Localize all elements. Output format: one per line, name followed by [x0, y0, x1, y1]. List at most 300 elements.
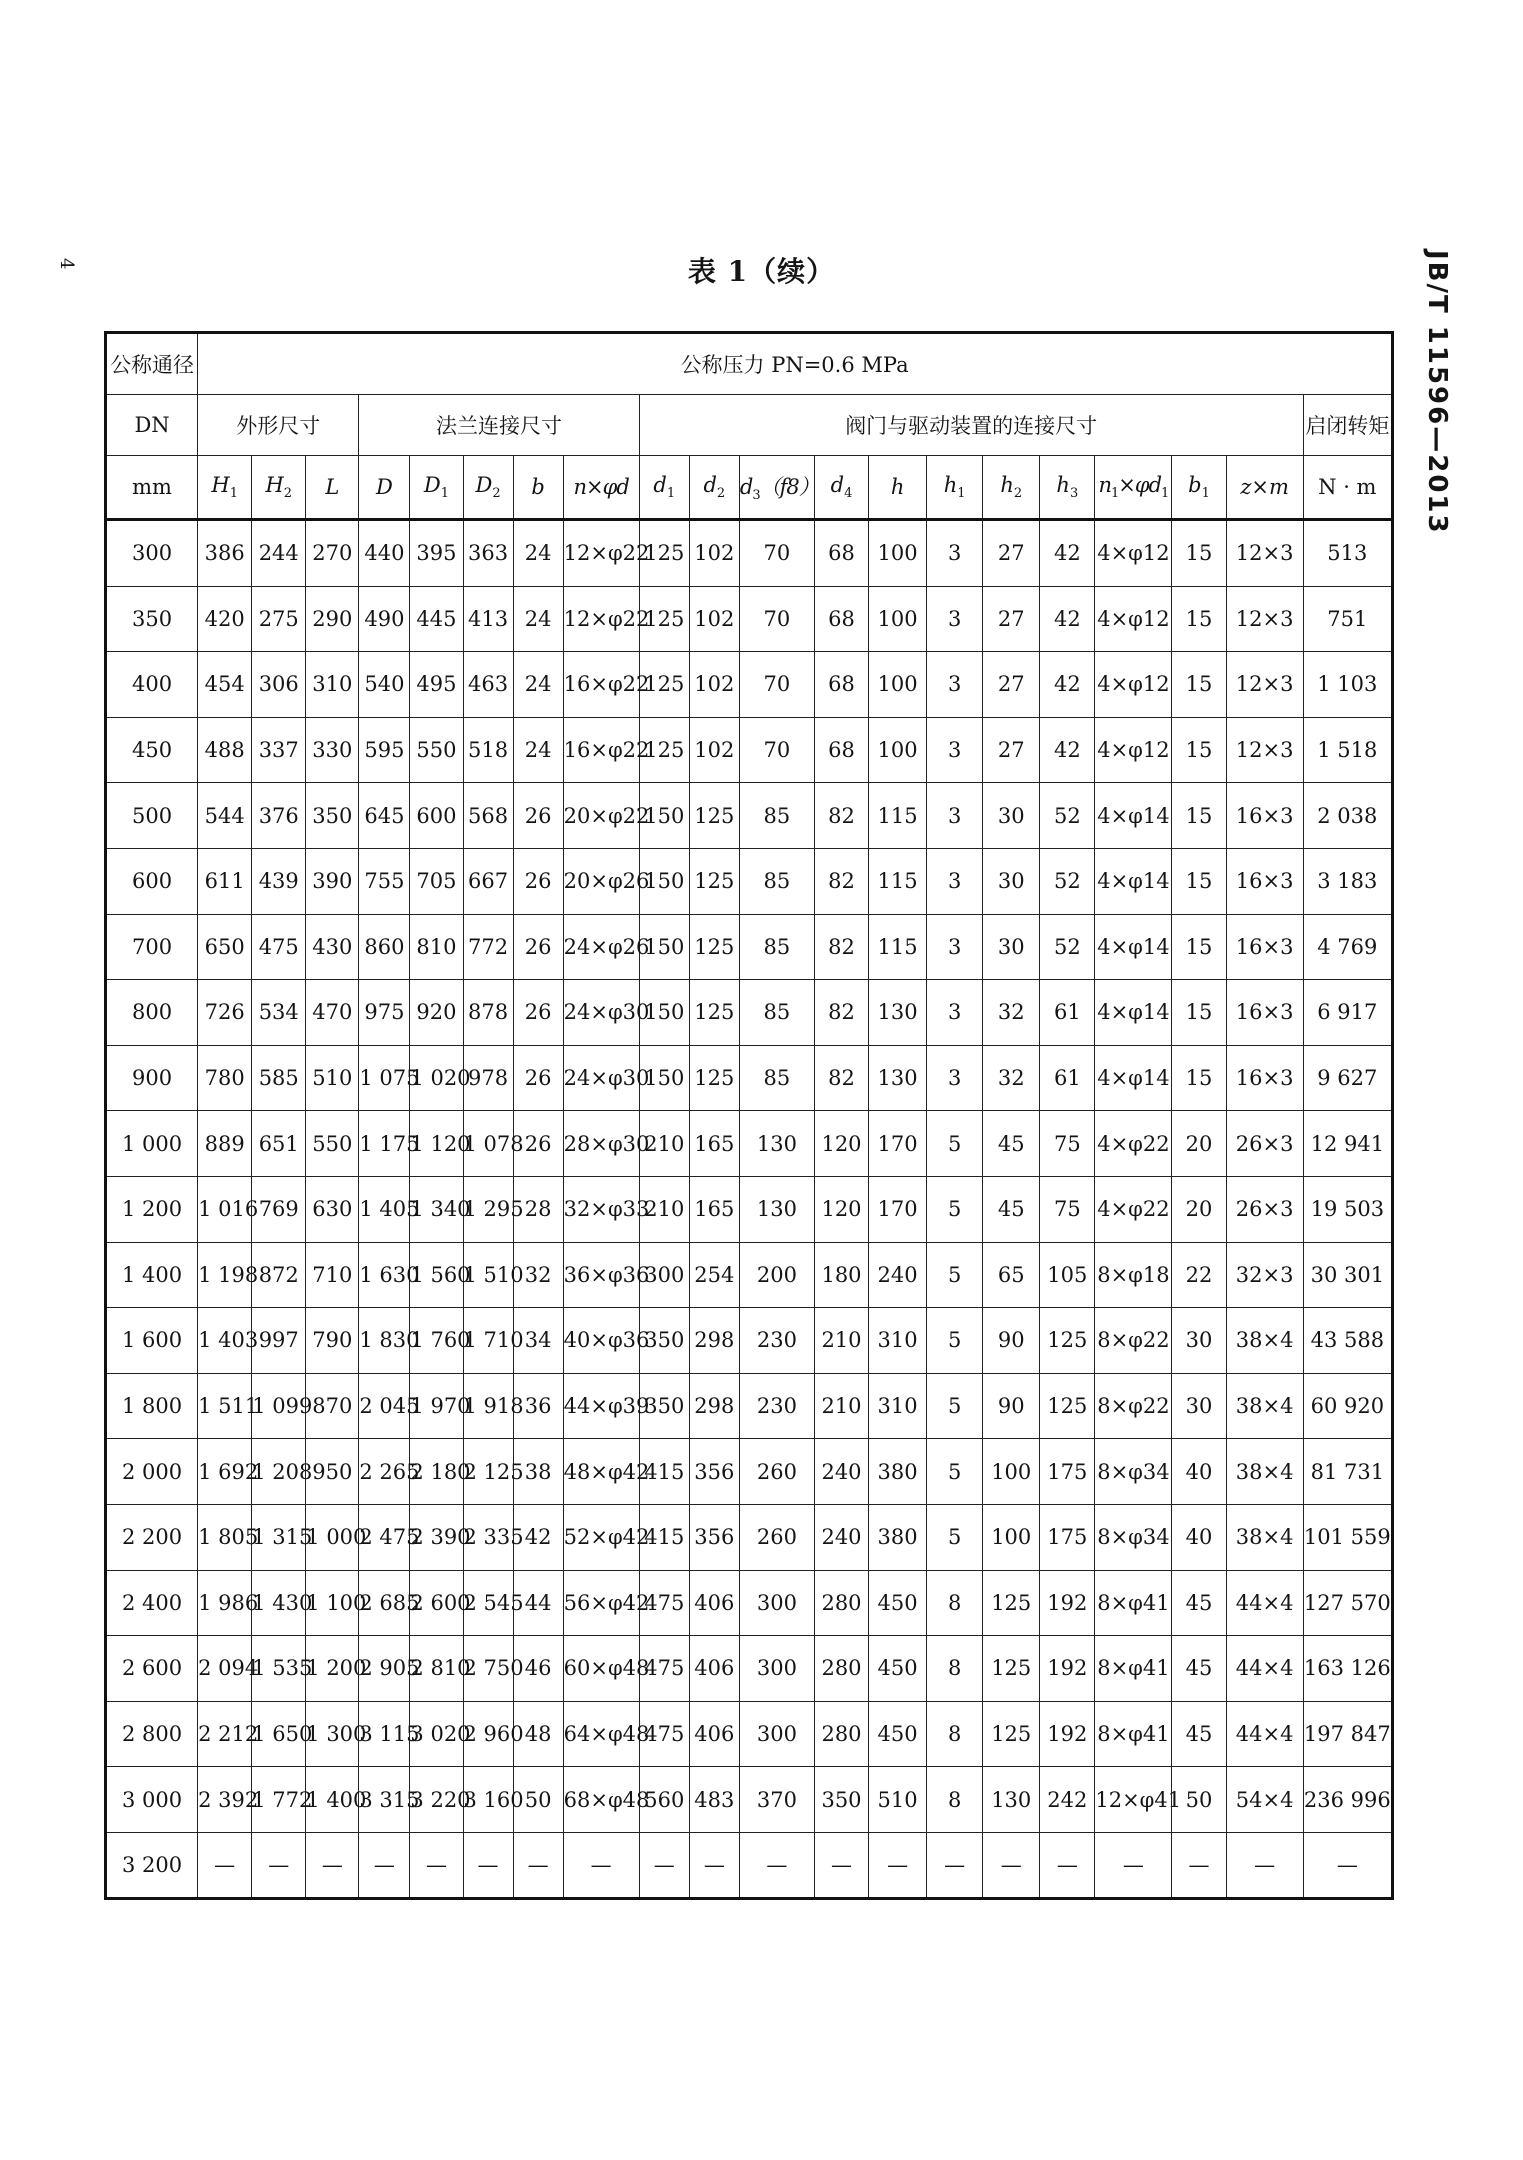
table-cell: 645 [359, 783, 410, 849]
table-cell: — [639, 1832, 689, 1899]
table-row [106, 914, 1393, 980]
table-cell: 1 078 [463, 1111, 513, 1177]
table-cell: 8×φ34 [1095, 1504, 1172, 1570]
table-cell: 42 [1040, 717, 1095, 783]
table-cell: 38×4 [1226, 1504, 1303, 1570]
table-cell: 16×φ22 [563, 652, 639, 718]
table-cell: 2 475 [359, 1504, 410, 1570]
table-cell: 376 [252, 783, 306, 849]
table-cell: 150 [639, 848, 689, 914]
table-cell: 350 [306, 783, 359, 849]
table-cell: 300 [639, 1242, 689, 1308]
table-cell: 1 016 [198, 1176, 252, 1242]
table-cell: 40 [1172, 1504, 1226, 1570]
table-cell: 280 [814, 1570, 868, 1636]
table-cell: 30 [1172, 1308, 1226, 1374]
table-cell: 15 [1172, 848, 1226, 914]
table-cell: 102 [689, 586, 739, 652]
table-cell: 4×φ12 [1095, 717, 1172, 783]
table-row [106, 520, 1393, 587]
table-cell: 439 [252, 848, 306, 914]
table-cell: 3 [927, 717, 983, 783]
table-cell: 600 [410, 783, 463, 849]
table-cell: 513 [1303, 520, 1392, 587]
table-cell: 27 [983, 652, 1040, 718]
table-cell: 54×4 [1226, 1767, 1303, 1833]
table-cell: 38 [513, 1439, 563, 1505]
table-cell: 395 [410, 520, 463, 587]
table-cell: 125 [639, 520, 689, 587]
table-cell: 611 [198, 848, 252, 914]
table-cell: 105 [1040, 1242, 1095, 1308]
cell-dn: 2 200 [106, 1504, 198, 1570]
table-cell: 1 710 [463, 1308, 513, 1374]
table-cell: 130 [869, 980, 927, 1046]
table-cell: 100 [983, 1439, 1040, 1505]
table-cell: 40×φ36 [563, 1308, 639, 1374]
table-cell: 70 [739, 520, 814, 587]
table-cell: 15 [1172, 783, 1226, 849]
header-symbol-d4: $d_4$ [814, 456, 868, 520]
table-cell: 15 [1172, 652, 1226, 718]
table-cell: — [1172, 1832, 1226, 1899]
table-cell: 52 [1040, 848, 1095, 914]
table-cell: 68 [814, 652, 868, 718]
table-cell: 356 [689, 1504, 739, 1570]
table-cell: 102 [689, 520, 739, 587]
table-cell: 755 [359, 848, 410, 914]
header-symbol-D2: $D_2$ [463, 456, 513, 520]
table-cell: 82 [814, 980, 868, 1046]
table-cell: 26 [513, 1111, 563, 1177]
table-cell: 872 [252, 1242, 306, 1308]
table-cell: 242 [1040, 1767, 1095, 1833]
table-row [106, 717, 1393, 783]
table-cell: 24 [513, 586, 563, 652]
table-cell: 12×3 [1226, 652, 1303, 718]
table-cell: 125 [1040, 1308, 1095, 1374]
table-cell: 68 [814, 717, 868, 783]
table-cell: — [1095, 1832, 1172, 1899]
table-cell: 275 [252, 586, 306, 652]
cell-dn: 1 200 [106, 1176, 198, 1242]
header-group-flange: 法兰连接尺寸 [359, 395, 639, 456]
table-cell: 130 [869, 1045, 927, 1111]
table-cell: 90 [983, 1308, 1040, 1374]
table-cell: 585 [252, 1045, 306, 1111]
table-cell: 510 [306, 1045, 359, 1111]
table-cell: 1 340 [410, 1176, 463, 1242]
header-group-outline: 外形尺寸 [198, 395, 359, 456]
table-cell: 12×3 [1226, 520, 1303, 587]
table-cell: 260 [739, 1439, 814, 1505]
table-cell: 16×3 [1226, 783, 1303, 849]
table-cell: 8×φ41 [1095, 1570, 1172, 1636]
table-row [106, 1636, 1393, 1702]
table-cell: 380 [869, 1439, 927, 1505]
table-cell: 100 [983, 1504, 1040, 1570]
table-cell: 32 [513, 1242, 563, 1308]
table-cell: 16×3 [1226, 980, 1303, 1046]
table-cell: — [689, 1832, 739, 1899]
table-cell: 5 [927, 1111, 983, 1177]
cell-dn: 350 [106, 586, 198, 652]
table-cell: 65 [983, 1242, 1040, 1308]
table-cell: 127 570 [1303, 1570, 1392, 1636]
table-cell: 413 [463, 586, 513, 652]
table-cell: 978 [463, 1045, 513, 1111]
table-cell: 125 [689, 1045, 739, 1111]
table-cell: 26 [513, 1045, 563, 1111]
table-cell: 3 183 [1303, 848, 1392, 914]
table-cell: 210 [639, 1111, 689, 1177]
table-cell: 85 [739, 914, 814, 980]
table-cell: 270 [306, 520, 359, 587]
table-cell: 12×3 [1226, 586, 1303, 652]
table-cell: 310 [869, 1373, 927, 1439]
table-cell: 3 220 [410, 1767, 463, 1833]
table-cell: — [252, 1832, 306, 1899]
table-cell: 1 200 [306, 1636, 359, 1702]
table-cell: 8×φ18 [1095, 1242, 1172, 1308]
table-cell: 337 [252, 717, 306, 783]
table-cell: 180 [814, 1242, 868, 1308]
table-row [106, 1570, 1393, 1636]
table-cell: — [869, 1832, 927, 1899]
table-cell: 8×φ41 [1095, 1701, 1172, 1767]
table-cell: 68×φ48 [563, 1767, 639, 1833]
table-row [106, 1701, 1393, 1767]
table-cell: 9 627 [1303, 1045, 1392, 1111]
table-cell: 1 405 [359, 1176, 410, 1242]
header-symbol-h1: $h_1$ [927, 456, 983, 520]
table-cell: 2 810 [410, 1636, 463, 1702]
table-cell: 192 [1040, 1570, 1095, 1636]
table-cell: 997 [252, 1308, 306, 1374]
table-cell: 1 020 [410, 1045, 463, 1111]
table-cell: 454 [198, 652, 252, 718]
table-cell: 950 [306, 1439, 359, 1505]
table-cell: 24×φ30 [563, 1045, 639, 1111]
table-cell: 1 295 [463, 1176, 513, 1242]
table-cell: 125 [639, 586, 689, 652]
table-cell: 330 [306, 717, 359, 783]
cell-dn: 900 [106, 1045, 198, 1111]
table-cell: 1 830 [359, 1308, 410, 1374]
table-cell: — [1040, 1832, 1095, 1899]
table-cell: 475 [639, 1701, 689, 1767]
table-cell: 463 [463, 652, 513, 718]
cell-dn: 700 [106, 914, 198, 980]
table-cell: 475 [252, 914, 306, 980]
table-cell: 16×φ22 [563, 717, 639, 783]
table-cell: 64×φ48 [563, 1701, 639, 1767]
table-cell: — [814, 1832, 868, 1899]
header-pressure: 公称压力 PN=0.6 MPa [198, 333, 1393, 395]
table-cell: 12×φ41 [1095, 1767, 1172, 1833]
table-cell: 1 198 [198, 1242, 252, 1308]
table-cell: 30 [1172, 1373, 1226, 1439]
table-cell: 3 [927, 652, 983, 718]
table-cell: 1 805 [198, 1504, 252, 1570]
table-cell: 42 [1040, 520, 1095, 587]
table-cell: 1 692 [198, 1439, 252, 1505]
table-cell: 125 [689, 783, 739, 849]
table-cell: 3 [927, 980, 983, 1046]
table-cell: 52 [1040, 914, 1095, 980]
cell-dn: 2 600 [106, 1636, 198, 1702]
table-cell: 150 [639, 980, 689, 1046]
table-cell: 20×φ22 [563, 783, 639, 849]
table-cell: 60 920 [1303, 1373, 1392, 1439]
table-cell: 120 [814, 1111, 868, 1177]
table-cell: 56×φ42 [563, 1570, 639, 1636]
table-cell: 726 [198, 980, 252, 1046]
table-cell: 534 [252, 980, 306, 1046]
table-cell: 28×φ30 [563, 1111, 639, 1177]
table-cell: 16×3 [1226, 914, 1303, 980]
table-cell: 860 [359, 914, 410, 980]
table-cell: 2 750 [463, 1636, 513, 1702]
table-cell: 102 [689, 717, 739, 783]
table-cell: 100 [869, 586, 927, 652]
table-cell: 125 [1040, 1373, 1095, 1439]
table-cell: 4×φ22 [1095, 1111, 1172, 1177]
table-cell: 878 [463, 980, 513, 1046]
header-symbol-D: D [359, 456, 410, 520]
table-cell: 550 [306, 1111, 359, 1177]
table-cell: 85 [739, 980, 814, 1046]
table-cell: 1 400 [306, 1767, 359, 1833]
table-cell: 50 [513, 1767, 563, 1833]
table-cell: 300 [739, 1701, 814, 1767]
table-cell: 2 212 [198, 1701, 252, 1767]
table-cell: 300 [739, 1570, 814, 1636]
table-cell: 8 [927, 1767, 983, 1833]
table-cell: 310 [306, 652, 359, 718]
table-cell: 518 [463, 717, 513, 783]
table-cell: 350 [814, 1767, 868, 1833]
table-row [106, 652, 1393, 718]
table-cell: 240 [814, 1439, 868, 1505]
header-dn-unit: mm [106, 456, 198, 520]
table-cell: 1 208 [252, 1439, 306, 1505]
table-row [106, 1504, 1393, 1570]
table-cell: 2 905 [359, 1636, 410, 1702]
cell-dn: 450 [106, 717, 198, 783]
table-cell: 490 [359, 586, 410, 652]
table-cell: 15 [1172, 914, 1226, 980]
table-cell: 115 [869, 848, 927, 914]
table-cell: 495 [410, 652, 463, 718]
header-symbol-L: L [306, 456, 359, 520]
table-cell: 52×φ42 [563, 1504, 639, 1570]
table-cell: 751 [1303, 586, 1392, 652]
table-row [106, 783, 1393, 849]
table-row [106, 1373, 1393, 1439]
table-cell: 12 941 [1303, 1111, 1392, 1177]
table-cell: 2 335 [463, 1504, 513, 1570]
table-cell: 4×φ14 [1095, 1045, 1172, 1111]
table-cell: 4×φ14 [1095, 783, 1172, 849]
table-cell: 85 [739, 848, 814, 914]
table-cell: 298 [689, 1308, 739, 1374]
table-cell: 406 [689, 1570, 739, 1636]
table-cell: 44×φ39 [563, 1373, 639, 1439]
table-cell: 165 [689, 1111, 739, 1177]
table-cell: 1 560 [410, 1242, 463, 1308]
table-cell: 488 [198, 717, 252, 783]
cell-dn: 400 [106, 652, 198, 718]
table-cell: 3 020 [410, 1701, 463, 1767]
table-cell: 32×φ33 [563, 1176, 639, 1242]
table-cell: 38×4 [1226, 1373, 1303, 1439]
table-cell: 595 [359, 717, 410, 783]
table-cell: 667 [463, 848, 513, 914]
table-cell: 101 559 [1303, 1504, 1392, 1570]
table-cell: 1 099 [252, 1373, 306, 1439]
table-cell: 415 [639, 1504, 689, 1570]
table-cell: 8 [927, 1570, 983, 1636]
cell-dn: 2 800 [106, 1701, 198, 1767]
table-cell: 4×φ12 [1095, 520, 1172, 587]
table-cell: 120 [814, 1176, 868, 1242]
cell-dn: 500 [106, 783, 198, 849]
table-cell: 780 [198, 1045, 252, 1111]
table-cell: 4×φ14 [1095, 848, 1172, 914]
table-cell: 12×φ22 [563, 520, 639, 587]
table-cell: 510 [869, 1767, 927, 1833]
table-cell: 2 265 [359, 1439, 410, 1505]
table-cell: 115 [869, 914, 927, 980]
table-cell: 810 [410, 914, 463, 980]
cell-dn: 3 000 [106, 1767, 198, 1833]
table-cell: 350 [639, 1373, 689, 1439]
table-cell: 16×3 [1226, 1045, 1303, 1111]
cell-dn: 1 400 [106, 1242, 198, 1308]
table-cell: 24 [513, 717, 563, 783]
table-cell: 44×4 [1226, 1636, 1303, 1702]
table-cell: 44 [513, 1570, 563, 1636]
header-symbol-d2: $d_2$ [689, 456, 739, 520]
table-cell: 210 [814, 1308, 868, 1374]
table-cell: 5 [927, 1373, 983, 1439]
table-cell: 19 503 [1303, 1176, 1392, 1242]
table-cell: 2 180 [410, 1439, 463, 1505]
table-cell: — [927, 1832, 983, 1899]
table-cell: 82 [814, 783, 868, 849]
table-cell: 1 535 [252, 1636, 306, 1702]
table-cell: 46 [513, 1636, 563, 1702]
header-symbol-d1: $d_1$ [639, 456, 689, 520]
table-row [106, 1767, 1393, 1833]
header-dn-line1: 公称通径 [106, 333, 198, 395]
table-cell: 197 847 [1303, 1701, 1392, 1767]
table-cell: 26×3 [1226, 1111, 1303, 1177]
table-cell: 560 [639, 1767, 689, 1833]
table-cell: 82 [814, 1045, 868, 1111]
table-cell: 889 [198, 1111, 252, 1177]
table-cell: 130 [739, 1111, 814, 1177]
table-cell: 70 [739, 586, 814, 652]
table-row [106, 1045, 1393, 1111]
table-cell: 20×φ26 [563, 848, 639, 914]
cell-dn: 3 200 [106, 1832, 198, 1899]
table-cell: 2 094 [198, 1636, 252, 1702]
table-cell: 1 510 [463, 1242, 513, 1308]
table-row [106, 1439, 1393, 1505]
table-row [106, 1832, 1393, 1899]
table-cell: 15 [1172, 717, 1226, 783]
page-number: 4 [56, 258, 77, 270]
table-row [106, 1176, 1393, 1242]
table-cell: 3 [927, 848, 983, 914]
table-cell: 8×φ22 [1095, 1373, 1172, 1439]
table-cell: 2 392 [198, 1767, 252, 1833]
header-symbol-z-m: z×m [1226, 456, 1303, 520]
table-cell: 290 [306, 586, 359, 652]
table-cell: — [359, 1832, 410, 1899]
table-cell: 3 315 [359, 1767, 410, 1833]
table-cell: 1 986 [198, 1570, 252, 1636]
table-cell: 450 [869, 1636, 927, 1702]
table-cell: 280 [814, 1701, 868, 1767]
table-cell: 32 [983, 1045, 1040, 1111]
header-symbol-H2: $H_2$ [252, 456, 306, 520]
header-torque-unit: N · m [1303, 456, 1392, 520]
table-cell: 45 [1172, 1636, 1226, 1702]
table-cell: 42 [513, 1504, 563, 1570]
table-cell: 298 [689, 1373, 739, 1439]
table-cell: 568 [463, 783, 513, 849]
table-cell: 130 [739, 1176, 814, 1242]
table-cell: 1 630 [359, 1242, 410, 1308]
table-cell: 27 [983, 717, 1040, 783]
header-symbol-d3: $d_3(f8)$ [739, 456, 814, 520]
table-cell: 150 [639, 914, 689, 980]
table-cell: 870 [306, 1373, 359, 1439]
table-cell: 3 [927, 914, 983, 980]
table-cell: 22 [1172, 1242, 1226, 1308]
table-cell: 710 [306, 1242, 359, 1308]
table-cell: 61 [1040, 1045, 1095, 1111]
table-cell: 3 [927, 783, 983, 849]
table-cell: 5 [927, 1242, 983, 1308]
table-cell: 175 [1040, 1439, 1095, 1505]
table-cell: 36 [513, 1373, 563, 1439]
table-cell: 4×φ14 [1095, 914, 1172, 980]
header-symbol-n1-phi-d1: $n_1\times\varphi d_1$ [1095, 456, 1172, 520]
table-cell: 170 [869, 1176, 927, 1242]
table-cell: 650 [198, 914, 252, 980]
header-dn-line2: DN [106, 395, 198, 456]
table-cell: 210 [814, 1373, 868, 1439]
table-cell: 45 [1172, 1701, 1226, 1767]
table-cell: 254 [689, 1242, 739, 1308]
table-cell: 390 [306, 848, 359, 914]
table-cell: 100 [869, 717, 927, 783]
table-cell: 300 [739, 1636, 814, 1702]
table-cell: 1 518 [1303, 717, 1392, 783]
table-cell: 5 [927, 1504, 983, 1570]
table-cell: 2 600 [410, 1570, 463, 1636]
table-cell: 450 [869, 1701, 927, 1767]
table-cell: 1 315 [252, 1504, 306, 1570]
table-cell: 45 [1172, 1570, 1226, 1636]
header-group-torque: 启闭转矩 [1303, 395, 1392, 456]
table-cell: 15 [1172, 1045, 1226, 1111]
table-cell: 36×φ36 [563, 1242, 639, 1308]
